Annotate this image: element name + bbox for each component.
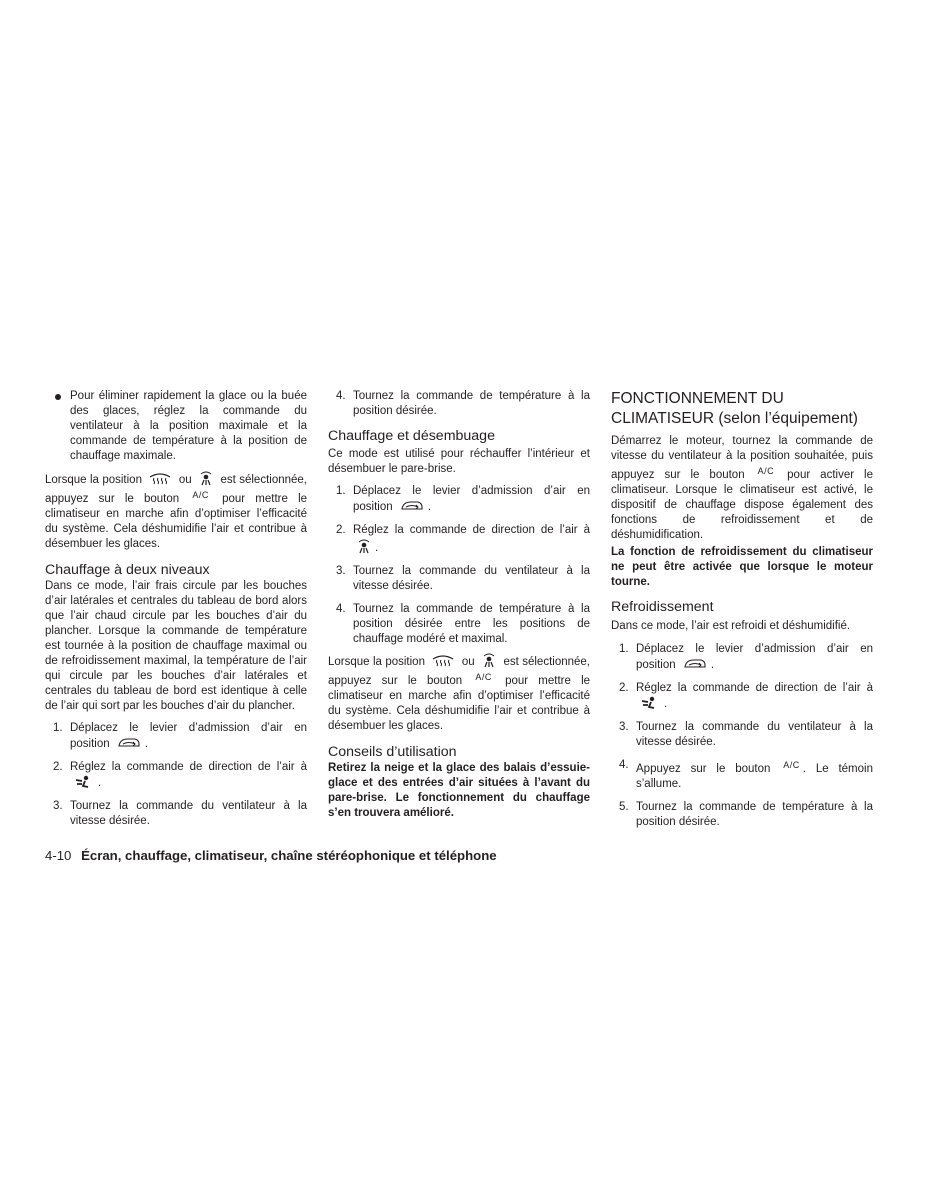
step-text: Déplacez le levier d’admission d’air en position [353,485,590,513]
list-item [328,484,590,515]
text-fragment: Lorsque la position [328,656,425,668]
ac-button-label: A/C [783,760,800,770]
floor-defrost-icon [199,470,213,486]
list-item [328,602,590,647]
column-right [611,389,873,830]
step-text: Déplacez le levier d’admission d’air en position [636,643,873,671]
step-tail: . [375,542,379,554]
bullet-dot [55,394,61,400]
heading-refroidissement: Refroidissement [611,599,714,615]
step-number: 2. [336,524,346,536]
list-item [45,721,307,752]
page-footer [45,848,497,863]
step-number: 2. [619,682,629,694]
list-item [328,564,590,594]
step-text: Tournez la commande du ventilateur à la vitesse désirée. [636,721,873,748]
paragraph-climatiseur-intro [611,434,873,543]
floor-defrost-icon [357,538,371,554]
step-number: 3. [53,800,63,812]
bullet-list [45,389,307,464]
column-middle [328,389,590,821]
column-left [45,389,307,829]
step-number: 1. [619,643,629,655]
ac-button-label: A/C [192,490,209,500]
step-text: Tournez la commande de température à la position désirée entre les positions de chauffage modéré et maximal. [353,603,590,645]
step-text: Réglez la commande de direction de l’air à [636,682,873,694]
page-number: 4-10 [45,848,72,863]
paragraph-climatiseur-warning: La fonction de refroidissement du climatiseur ne peut être activée que lorsque le moteur tourne. [611,546,873,588]
outside-air-icon [400,499,424,513]
paragraph-conseils-warning: Retirez la neige et la glace des balais d’essuie-glace et des entrées d’air situées à l’avant du pare-brise. Le fonctionnement du chauffage s’en trouvera amélioré. [328,762,590,819]
step-tail: . [710,659,715,671]
floor-defrost-icon [482,652,496,668]
list-item [611,758,873,792]
text-fragment: pour activer le climatiseur. Lorsque le climatiseur est activé, le dispositif de chauffage dispose également des fonctions de refroidissement et de déshumidification. [611,469,874,541]
list-item [45,799,307,829]
paragraph-ac-tip [45,470,307,552]
text-fragment: ou [461,656,475,668]
bullet-text: Pour éliminer rapidement la glace ou la buée des glaces, réglez la commande du ventilateur à la position maximale et la commande de température à la position de chauffage maximale. [70,390,307,462]
step-number: 3. [619,721,629,733]
paragraph-deux-niveaux: Dans ce mode, l’air frais circule par les bouches d’air latérales et centrales du tableau de bord alors que l’air chaud circule par les bouches d’air du plancher. Lorsque la commande de température est tournée à la position de chauffage maximal ou de refroidissement maximal, la température de l’air qui circule par les bouches d’air latérales et centrales du tableau de bord est identique à celle de l’air qui sort par les bouches d’air du plancher. [45,580,307,712]
step-text: Réglez la commande de direction de l’air à [353,524,590,536]
defrost-icon [149,472,171,486]
text-fragment: pour mettre le climatiseur en marche afin d’optimiser l’efficacité du système. Cela déshumidifie l’air et contribue à désembuer les glaces. [45,493,308,550]
steps-list-desembuage [328,484,590,647]
list-item [45,389,307,464]
step-tail: . [98,777,102,789]
heading-conseils: Conseils d’utilisation [328,744,457,760]
step-text: Tournez la commande de température à la position désirée. [636,801,873,828]
step-number: 4. [336,390,346,402]
step-number: 3. [336,565,346,577]
step-number: 4. [619,759,629,771]
step-tail: . Le témoin s’allume. [636,763,873,790]
step-text: Déplacez le levier d’admission d’air en position [70,722,307,750]
bilevel-icon [74,775,94,789]
step-text: Réglez la commande de direction de l’air à [70,761,307,773]
section-footer-title: Écran, chauffage, climatiseur, chaîne stéréophonique et téléphone [81,848,497,863]
paragraph-refroidissement: Dans ce mode, l’air est refroidi et déshumidifié. [611,620,851,632]
step-text: Appuyez sur le bouton [636,763,771,775]
list-item [45,760,307,791]
steps-list-refroidissement [611,642,873,830]
heading-chauffage-desembuage: Chauffage et désembuage [328,428,495,444]
step-text: Tournez la commande du ventilateur à la vitesse désirée. [70,800,307,827]
list-item [611,681,873,712]
paragraph-ac-tip-2 [328,652,590,734]
ac-button-label: A/C [475,672,492,682]
section-title [611,389,873,428]
step-number: 5. [619,801,629,813]
list-item [328,389,590,419]
list-item [328,523,590,556]
bilevel-icon [640,696,660,710]
heading-chauffage-deux-niveaux: Chauffage à deux niveaux [45,562,210,578]
text-fragment: est sélectionnée, appuyez sur le bouton [45,474,307,505]
steps-list-continued [328,389,590,419]
outside-air-icon [117,736,141,750]
list-item [611,720,873,750]
step-text: Tournez la commande de température à la position désirée. [353,390,590,417]
step-tail: . [664,698,668,710]
text-fragment: Démarrez le moteur, tournez la commande de vitesse du ventilateur à la position souhaitée, puis appuyez sur le bouton [611,435,873,481]
text-fragment: ou [178,474,192,486]
step-tail: . [427,501,432,513]
list-item [611,642,873,673]
paragraph-desembuage-intro: Ce mode est utilisé pour réchauffer l’intérieur et désembuer le pare-brise. [328,448,590,475]
step-text: Tournez la commande du ventilateur à la vitesse désirée. [353,565,590,592]
steps-list-deux-niveaux [45,721,307,829]
text-fragment: pour mettre le climatiseur en marche afin d’optimiser l’efficacité du système. Cela déshumidifie l’air et contribue à désembuer les glaces. [328,675,591,732]
list-item [611,800,873,830]
step-number: 2. [53,761,63,773]
step-number: 4. [336,603,346,615]
text-fragment: est sélectionnée, appuyez sur le bouton [328,656,590,687]
defrost-icon [432,654,454,668]
step-number: 1. [53,722,63,734]
section-title-line1: FONCTIONNEMENT DU [611,390,784,407]
section-title-line2: CLIMATISEUR (selon l’équipement) [611,409,858,427]
text-fragment: Lorsque la position [45,474,142,486]
ac-button-label: A/C [757,466,775,476]
outside-air-icon [683,657,707,671]
step-number: 1. [336,485,346,497]
step-tail: . [144,738,149,750]
